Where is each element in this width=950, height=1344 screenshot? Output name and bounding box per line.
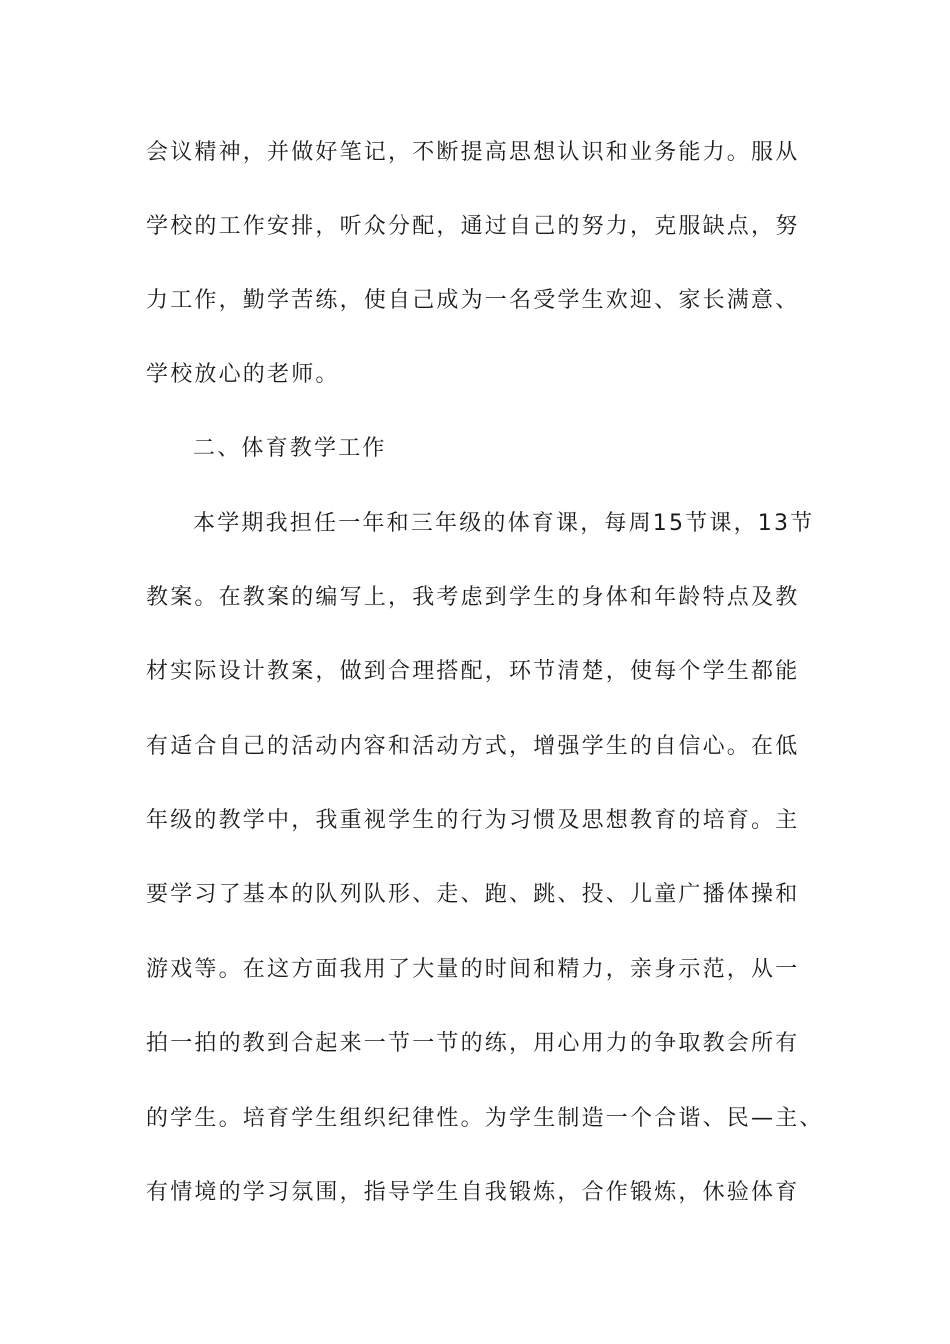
body-text-line: 学校的工作安排，听众分配，通过自己的努力，克服缺点，努 (146, 214, 800, 239)
body-text-line: 游戏等。在这方面我用了大量的时间和精力，亲身示范，从一 (146, 957, 800, 982)
body-text-line: 力工作，勤学苦练，使自己成为一名受学生欢迎、家长满意、 (146, 288, 800, 313)
body-text-line: 本学期我担任一年和三年级的体育课，每周15节课，13节 (193, 511, 815, 536)
body-text-line: 材实际设计教案，做到合理搭配，环节清楚，使每个学生都能 (146, 659, 800, 684)
body-text-line: 教案。在教案的编写上，我考虑到学生的身体和年龄特点及教 (146, 585, 800, 610)
body-text-line: 的学生。培育学生组织纪律性。为学生制造一个合谐、民—主、 (146, 1106, 824, 1131)
body-text-line: 有情境的学习氛围，指导学生自我锻炼，合作锻炼，休验体育 (146, 1180, 800, 1205)
body-text-line: 有适合自己的活动内容和活动方式，增强学生的自信心。在低 (146, 734, 800, 759)
body-text-line: 学校放心的老师。 (146, 362, 340, 387)
section-heading: 二、体育教学工作 (193, 436, 387, 461)
body-text-line: 年级的教学中，我重视学生的行为习惯及思想教育的培育。主 (146, 808, 800, 833)
body-text-line: 要学习了基本的队列队形、走、跑、跳、投、儿童广播体操和 (146, 882, 800, 907)
body-text-line: 会议精神，并做好笔记，不断提高思想认识和业务能力。服从 (146, 140, 800, 165)
body-text-line: 拍一拍的教到合起来一节一节的练，用心用力的争取教会所有 (146, 1031, 800, 1056)
